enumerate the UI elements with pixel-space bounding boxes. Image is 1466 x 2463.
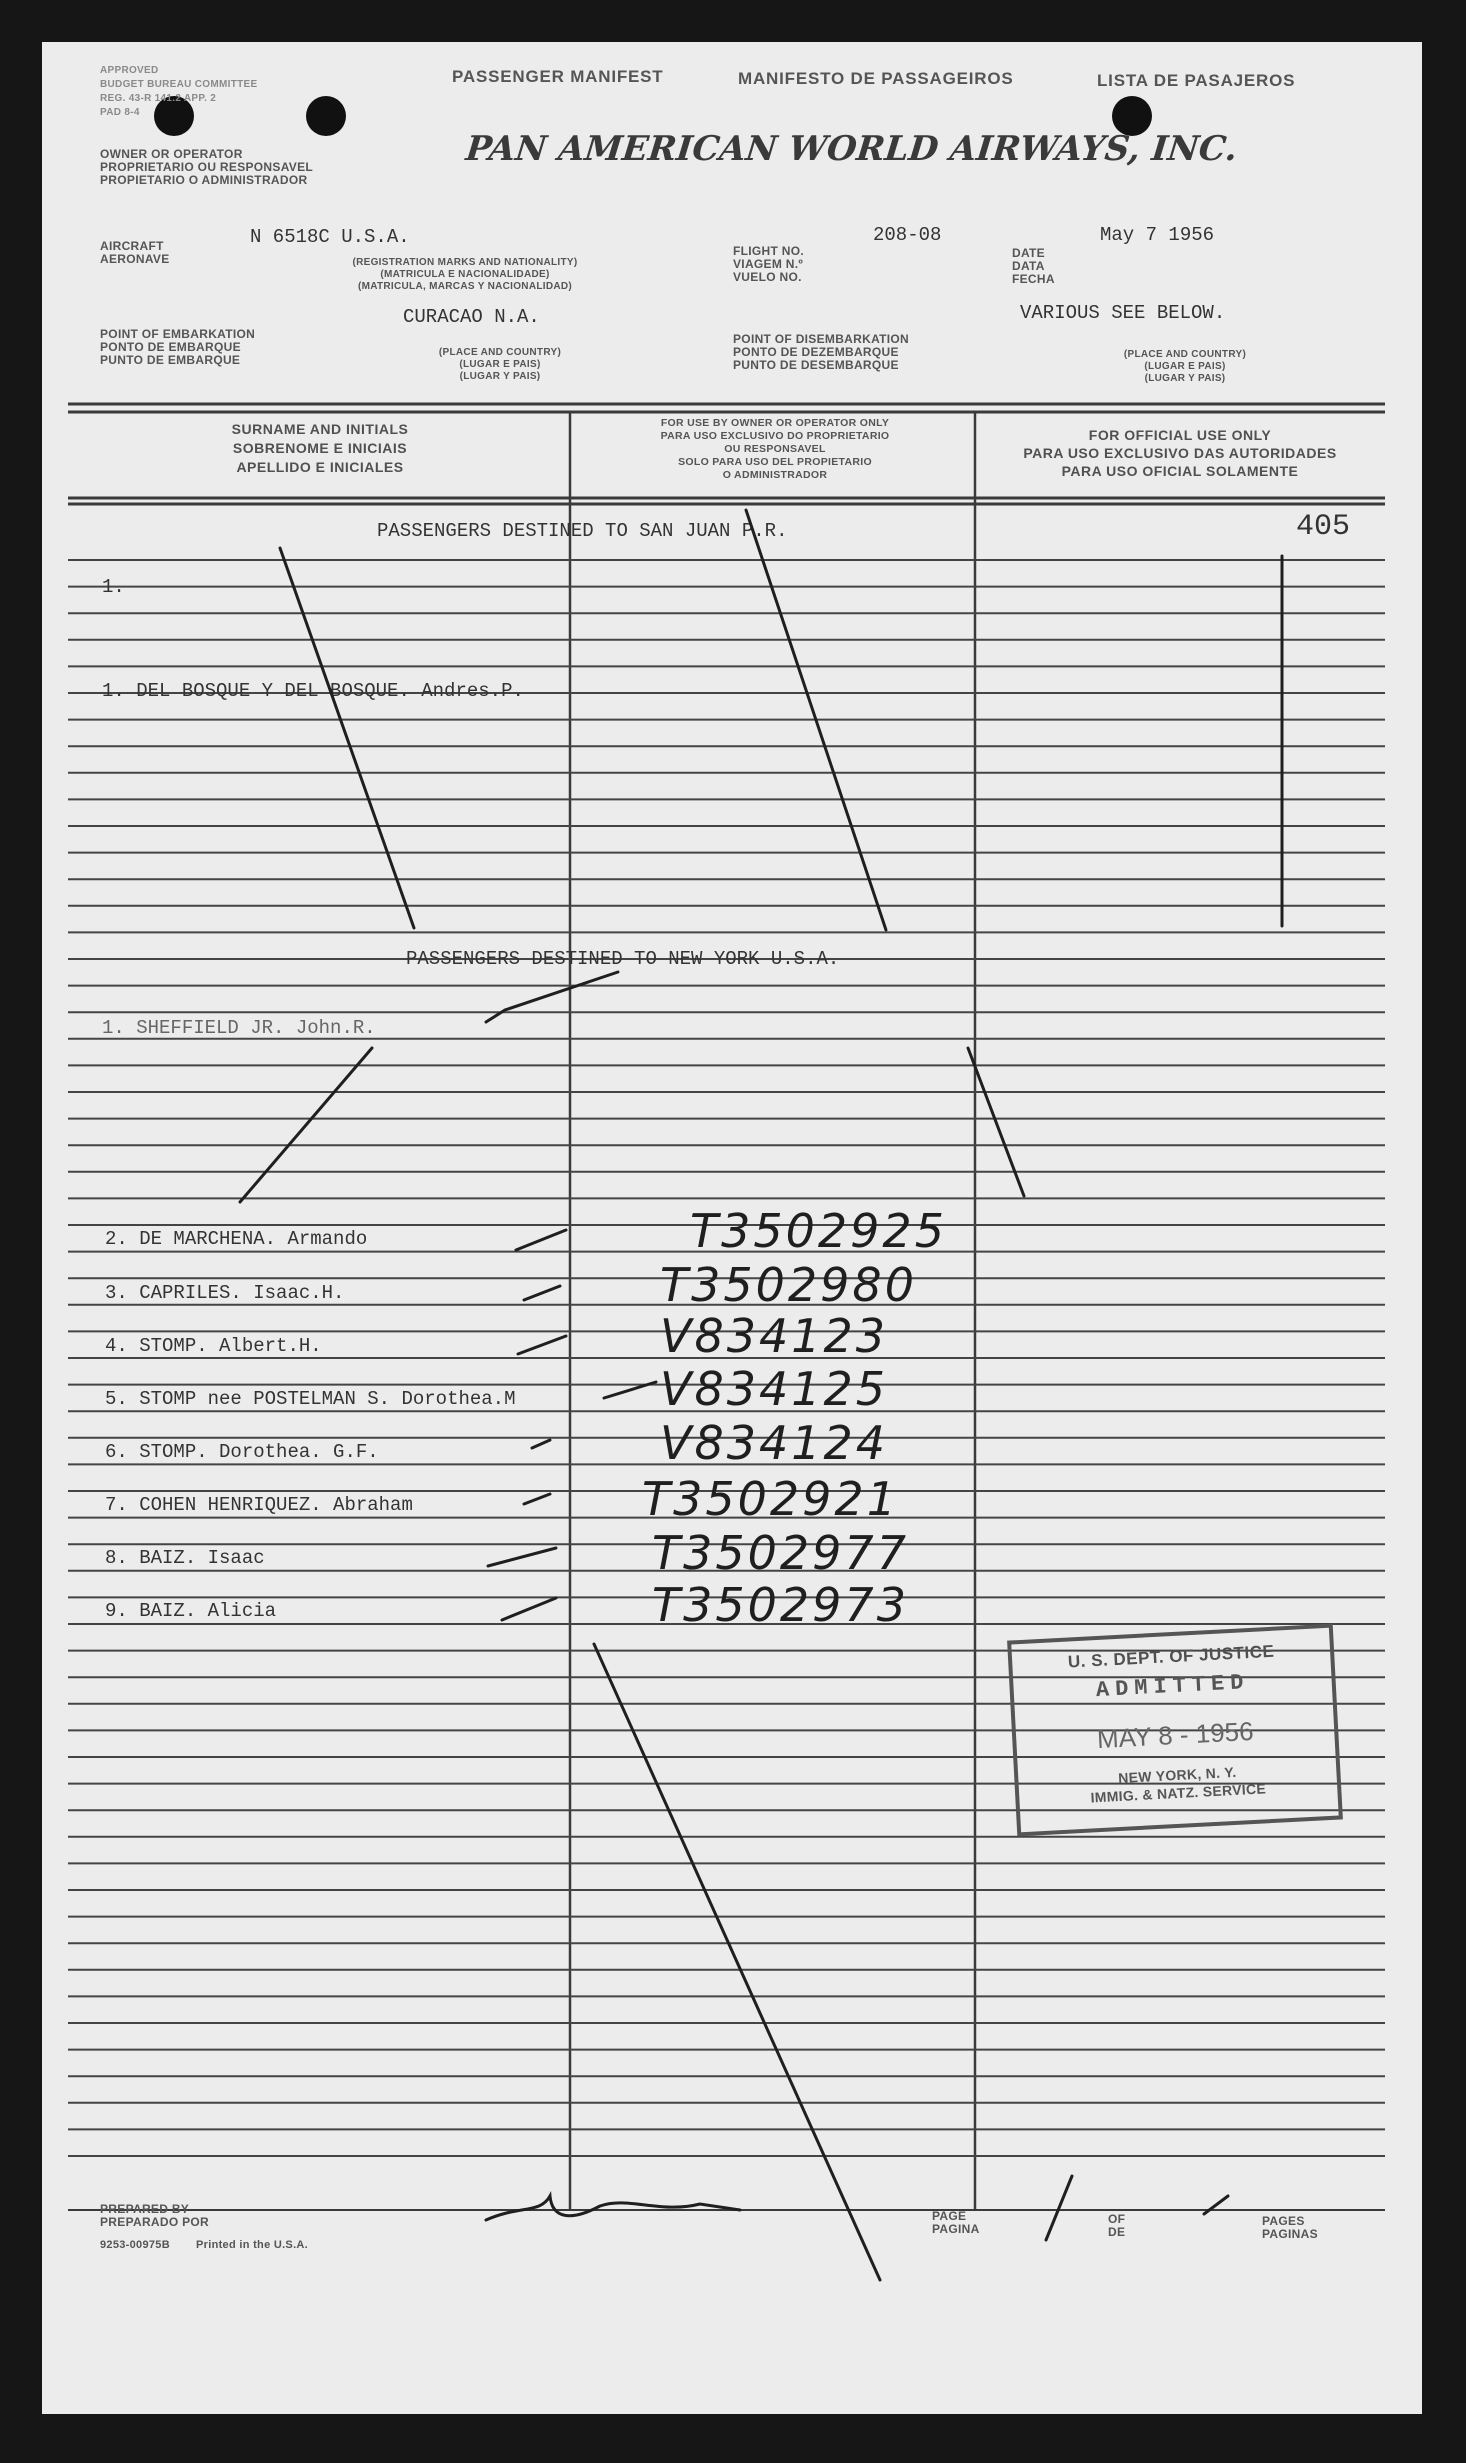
column-owner-line-5: O ADMINISTRADOR — [722, 469, 828, 481]
flight-label-es: VUELO NO. — [733, 270, 802, 284]
approval-line-1: APPROVED — [100, 65, 159, 76]
tab-manifesto-de-passageiros: MANIFESTO DE PASSAGEIROS — [738, 69, 1014, 88]
passenger-name-row: 3. CAPRILES. Isaac.H. — [105, 1282, 345, 1304]
ticket-number: T3502980 — [660, 1258, 917, 1312]
ticket-number: T3502921 — [642, 1472, 899, 1526]
pages-label-es: PAGINAS — [1262, 2227, 1318, 2241]
disembark-place-caption-en: (PLACE AND COUNTRY) — [1123, 349, 1247, 360]
prepared-label-en: PREPARED BY — [100, 2202, 190, 2216]
san-juan-row-1: 1. — [102, 576, 125, 598]
stamp-date: MAY 8 - 1956 — [1096, 1715, 1255, 1755]
airline-name: PAN AMERICAN WORLD AIRWAYS, INC. — [463, 129, 1240, 169]
san-juan-row-2: 1. DEL BOSQUE Y DEL BOSQUE. Andres.P. — [102, 680, 524, 702]
passenger-name-row: 4. STOMP. Albert.H. — [105, 1335, 322, 1357]
san-juan-heading: PASSENGERS DESTINED TO SAN JUAN P.R. — [377, 520, 788, 542]
stamp-status: ADMITTED — [1095, 1670, 1251, 1704]
tab-passenger-manifest: PASSENGER MANIFEST — [452, 67, 664, 86]
ticket-number: V834125 — [660, 1362, 889, 1416]
admitted-stamp — [1007, 1624, 1343, 1837]
registration-caption-es: (MATRICULA, MARCAS Y NACIONALIDAD) — [357, 281, 573, 292]
column-name-pt: SOBRENOME E INICIAIS — [232, 440, 408, 456]
aircraft-label-en: AIRCRAFT — [100, 239, 164, 253]
page-label-es: PAGINA — [932, 2222, 980, 2236]
aircraft-label-pt: AERONAVE — [100, 252, 170, 266]
printed-note: Printed in the U.S.A. — [196, 2239, 309, 2251]
registration-caption-pt: (MATRICULA E NACIONALIDADE) — [380, 269, 550, 280]
date-label-en: DATE — [1012, 246, 1045, 260]
flight-label-pt: VIAGEM N.º — [733, 257, 804, 271]
column-owner-line-4: SOLO PARA USO DEL PROPIETARIO — [678, 456, 872, 468]
stamp-agency: U. S. DEPT. OF JUSTICE — [1067, 1641, 1275, 1672]
date-label-pt: DATA — [1012, 259, 1045, 273]
passenger-name-row: 7. COHEN HENRIQUEZ. Abraham — [105, 1494, 413, 1516]
page-label-en: PAGE — [932, 2209, 967, 2223]
aircraft-value: N 6518C U.S.A. — [250, 226, 410, 248]
passenger-name-row: 2. DE MARCHENA. Armando — [105, 1228, 368, 1250]
column-owner-line-2: PARA USO EXCLUSIVO DO PROPRIETARIO — [660, 430, 890, 442]
ticket-number: T3502973 — [652, 1578, 909, 1632]
passenger-name-row: 8. BAIZ. Isaac — [105, 1547, 265, 1569]
approval-line-3: REG. 43-R 141.2 APP. 2 — [100, 93, 217, 104]
passenger-name-row: 6. STOMP. Dorothea. G.F. — [105, 1441, 379, 1463]
disembarkation-value: VARIOUS SEE BELOW. — [1020, 302, 1226, 324]
embark-place-caption-es: (LUGAR Y PAIS) — [459, 371, 541, 382]
registration-caption-en: (REGISTRATION MARKS AND NATIONALITY) — [352, 257, 578, 268]
embark-place-caption-en: (PLACE AND COUNTRY) — [438, 347, 562, 358]
ticket-number: T3502925 — [690, 1204, 947, 1258]
ticket-number: T3502977 — [652, 1526, 909, 1580]
struck-passenger-row: 1. SHEFFIELD JR. John.R. — [102, 1017, 376, 1039]
punch-hole-center — [306, 96, 346, 136]
column-owner-line-3: OU RESPONSAVEL — [724, 443, 826, 455]
of-label-en: OF — [1108, 2212, 1126, 2226]
embark-label-en: POINT OF EMBARKATION — [100, 327, 256, 341]
owner-label-pt: PROPRIETARIO OU RESPONSAVEL — [100, 160, 314, 174]
flight-date: May 7 1956 — [1100, 224, 1215, 246]
column-official-pt: PARA USO EXCLUSIVO DAS AUTORIDADES — [1023, 445, 1337, 461]
embark-label-es: PUNTO DE EMBARQUE — [100, 353, 241, 367]
prepared-label-es: PREPARADO POR — [100, 2215, 210, 2229]
tab-lista-de-pasajeros: LISTA DE PASAJEROS — [1097, 71, 1296, 90]
disembark-label-en: POINT OF DISEMBARKATION — [733, 332, 910, 346]
disembark-label-pt: PONTO DE DEZEMBARQUE — [733, 345, 899, 359]
ticket-number: V834123 — [660, 1309, 889, 1363]
flight-number: 208-08 — [873, 224, 942, 246]
flight-label-en: FLIGHT NO. — [733, 244, 804, 258]
column-name-es: APELLIDO E INICIALES — [236, 459, 404, 475]
disembark-place-caption-pt: (LUGAR E PAIS) — [1144, 361, 1226, 372]
approval-line-2: BUDGET BUREAU COMMITTEE — [100, 79, 258, 90]
disembark-label-es: PUNTO DE DESEMBARQUE — [733, 358, 899, 372]
page-number-stamp: 405 — [1296, 510, 1351, 544]
pages-label-en: PAGES — [1262, 2214, 1305, 2228]
column-name-en: SURNAME AND INITIALS — [231, 421, 409, 437]
approval-line-4: PAD 8-4 — [100, 107, 140, 118]
owner-label-en: OWNER OR OPERATOR — [100, 147, 243, 161]
column-official-en: FOR OFFICIAL USE ONLY — [1088, 427, 1272, 443]
passenger-name-row: 5. STOMP nee POSTELMAN S. Dorothea.M — [105, 1388, 516, 1410]
ticket-number: V834124 — [660, 1416, 889, 1470]
passenger-name-row: 9. BAIZ. Alicia — [105, 1600, 277, 1622]
embark-label-pt: PONTO DE EMBARQUE — [100, 340, 241, 354]
form-number: 9253-00975B — [100, 2239, 170, 2251]
column-official-es: PARA USO OFICIAL SOLAMENTE — [1061, 463, 1299, 479]
column-owner-line-1: FOR USE BY OWNER OR OPERATOR ONLY — [660, 417, 890, 429]
embarkation-value: CURACAO N.A. — [403, 306, 540, 328]
embark-place-caption-pt: (LUGAR E PAIS) — [459, 359, 541, 370]
of-label-es: DE — [1108, 2225, 1126, 2239]
stamp-service: IMMIG. & NATZ. SERVICE — [1090, 1780, 1267, 1806]
owner-label-es: PROPIETARIO O ADMINISTRADOR — [100, 173, 308, 187]
stamp-place: NEW YORK, N. Y. — [1117, 1763, 1237, 1787]
disembark-place-caption-es: (LUGAR Y PAIS) — [1144, 373, 1226, 384]
date-label-es: FECHA — [1012, 272, 1055, 286]
new-york-heading: PASSENGERS DESTINED TO NEW YORK U.S.A. — [406, 948, 840, 970]
